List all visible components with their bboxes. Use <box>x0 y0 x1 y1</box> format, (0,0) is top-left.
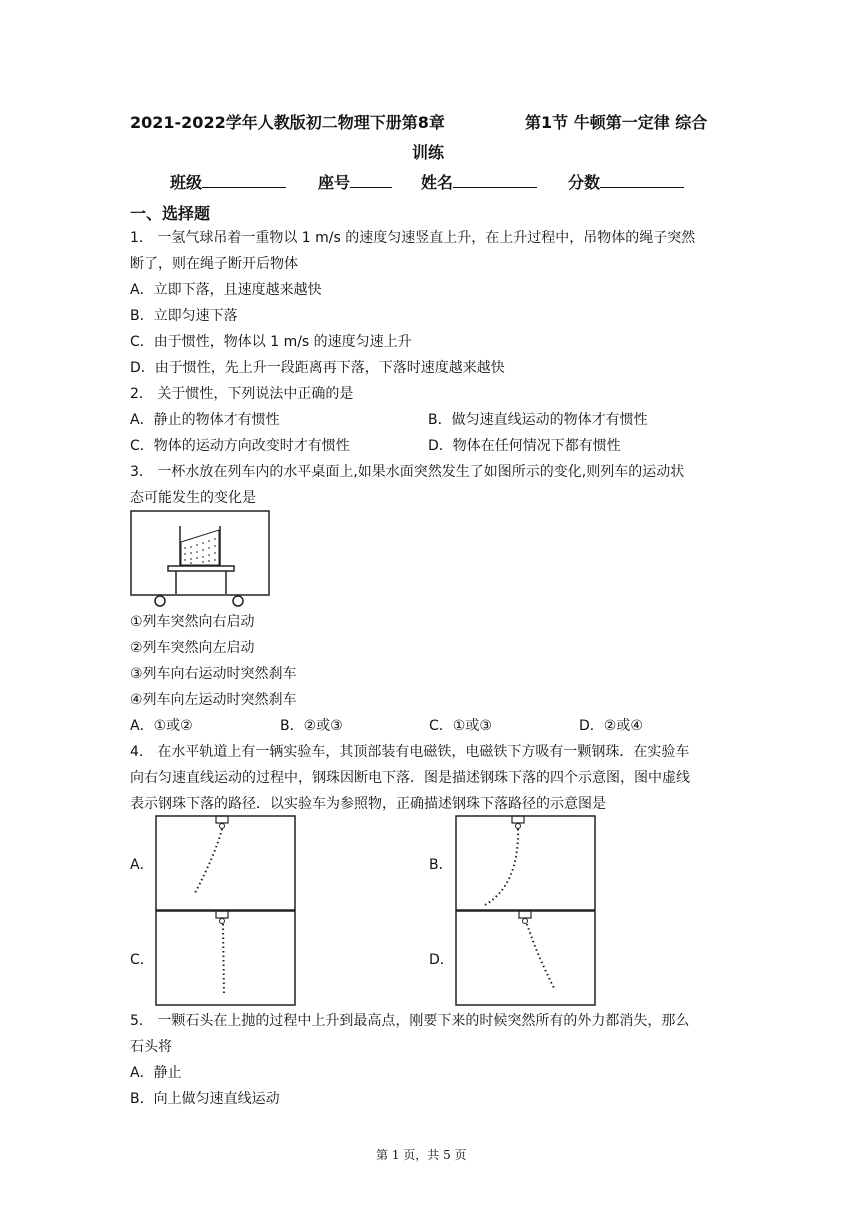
q4-figure-c[interactable] <box>155 910 296 1006</box>
info-class-label: 班级 <box>170 173 203 192</box>
info-class-blank[interactable] <box>202 171 286 188</box>
q5-option-a[interactable]: A．静止 <box>130 1065 182 1081</box>
q3-option-b[interactable]: B．②或③ <box>280 718 343 734</box>
q2-stem: 2． 关于惯性，下列说法中正确的是 <box>130 386 354 402</box>
q4-option-a-label[interactable]: A． <box>130 857 154 873</box>
q4-option-b-label[interactable]: B． <box>429 857 453 873</box>
info-name <box>421 170 537 193</box>
q1-option-b[interactable]: B．立即匀速下落 <box>130 308 238 324</box>
q3-statement-3: ③列车向右运动时突然刹车 <box>130 666 297 682</box>
info-class <box>170 170 286 193</box>
q1-option-c[interactable]: C．由于惯性，物体以 1 m/s 的速度匀速上升 <box>130 334 412 350</box>
info-name-label: 姓名 <box>421 173 454 192</box>
q4-stem-line2: 向右匀速直线运动的过程中，钢珠因断电下落．图是描述钢珠下落的四个示意图，图中虚线 <box>130 770 690 786</box>
q2-option-c[interactable]: C．物体的运动方向改变时才有惯性 <box>130 438 350 454</box>
q3-statement-4: ④列车向左运动时突然刹车 <box>130 692 297 708</box>
q1-stem-line1: 1． 一氢气球吊着一重物以 1 m/s 的速度匀速竖直上升，在上升过程中，吊物体的绳子突然 <box>130 230 696 246</box>
q3-option-c[interactable]: C．①或③ <box>429 718 492 734</box>
q4-figure-d[interactable] <box>455 910 596 1006</box>
info-name-blank[interactable] <box>453 171 537 188</box>
q4-stem-line1: 4． 在水平轨道上有一辆实验车，其顶部装有电磁铁，电磁铁下方吸有一颗钢珠．在实验车 <box>130 744 690 760</box>
q4-option-d-label[interactable]: D． <box>429 952 454 968</box>
q2-option-b[interactable]: B．做匀速直线运动的物体才有惯性 <box>428 412 648 428</box>
q3-train-cup-figure <box>130 508 272 608</box>
q1-option-a[interactable]: A．立即下落，且速度越来越快 <box>130 282 322 298</box>
q5-option-b[interactable]: B．向上做匀速直线运动 <box>130 1091 280 1107</box>
q3-option-a[interactable]: A．①或② <box>130 718 193 734</box>
page-footer: 第 1 页，共 5 页 <box>376 1148 467 1162</box>
doc-title-part2: 第1节 牛顿第一定律 综合 <box>525 113 708 132</box>
q4-figure-a[interactable] <box>155 815 296 911</box>
q4-option-c-label[interactable]: C． <box>130 952 154 968</box>
q1-stem-line2: 断了，则在绳子断开后物体 <box>130 256 298 272</box>
info-score <box>568 170 684 193</box>
info-seat-blank[interactable] <box>350 171 392 188</box>
q2-option-d[interactable]: D．物体在任何情况下都有惯性 <box>428 438 621 454</box>
q4-stem-line3: 表示钢珠下落的路径．以实验车为参照物，正确描述钢珠下落路径的示意图是 <box>130 796 606 812</box>
info-score-label: 分数 <box>568 173 601 192</box>
info-seat-label: 座号 <box>318 173 351 192</box>
q5-stem-line2: 石头将 <box>130 1039 172 1055</box>
doc-title-part3: 训练 <box>412 143 445 162</box>
q3-option-d[interactable]: D．②或④ <box>579 718 643 734</box>
q3-stem-line2: 态可能发生的变化是 <box>130 490 256 506</box>
q3-statement-2: ②列车突然向左启动 <box>130 640 255 656</box>
info-seat <box>318 170 392 193</box>
q3-stem-line1: 3． 一杯水放在列车内的水平桌面上,如果水面突然发生了如图所示的变化,则列车的运动状 <box>130 464 685 480</box>
info-score-blank[interactable] <box>600 171 684 188</box>
section-heading: 一、选择题 <box>130 204 211 223</box>
q3-statement-1: ①列车突然向右启动 <box>130 614 255 630</box>
doc-title-part1: 2021-2022学年人教版初二物理下册第8章 <box>130 113 445 132</box>
q1-option-d[interactable]: D．由于惯性，先上升一段距离再下落，下落时速度越来越快 <box>130 360 505 376</box>
q2-option-a[interactable]: A．静止的物体才有惯性 <box>130 412 280 428</box>
q5-stem-line1: 5． 一颗石头在上抛的过程中上升到最高点，刚要下来的时候突然所有的外力都消失，那么 <box>130 1013 690 1029</box>
q4-figure-b[interactable] <box>455 815 596 911</box>
